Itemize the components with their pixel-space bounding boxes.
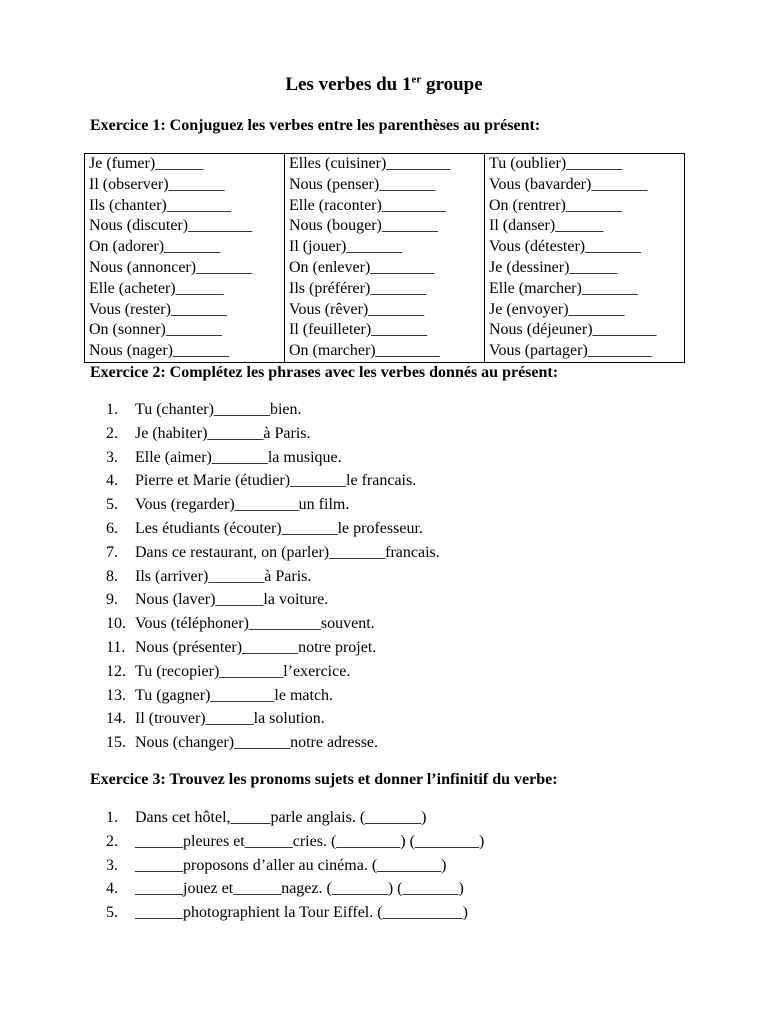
- item-text: Nous (changer)_______notre adresse.: [135, 734, 379, 752]
- item-number: 6.: [106, 519, 118, 537]
- item-text: Dans ce restaurant, on (parler)_______francais.: [135, 543, 440, 561]
- exercise-1-column-3: [485, 154, 685, 363]
- page-title: [0, 74, 768, 96]
- verb-item: Elle (marcher)_______: [489, 279, 638, 297]
- exercise-3-list: [106, 806, 484, 925]
- verb-item: Ils (préférer)_______: [289, 279, 427, 297]
- item-text: Il (trouver)______la solution.: [135, 710, 325, 728]
- item-text: Nous (présenter)_______notre projet.: [135, 638, 377, 656]
- verb-item: Je (envoyer)_______: [489, 300, 625, 318]
- item-text: Nous (laver)______la voiture.: [135, 591, 329, 609]
- item-text: ______proposons d’aller au cinéma. (________): [135, 856, 447, 874]
- title-superscript: er: [411, 73, 422, 86]
- list-item: [106, 422, 440, 446]
- item-text: Tu (gagner)________le match.: [135, 686, 334, 704]
- item-text: ______photographient la Tour Eiffel. (__________): [135, 904, 468, 922]
- list-item: [106, 806, 484, 830]
- verb-item: Nous (bouger)_______: [289, 217, 438, 235]
- list-item: [106, 636, 440, 660]
- verb-item: Vous (rêver)_______: [289, 300, 425, 318]
- title-end: groupe: [421, 74, 483, 95]
- item-number: 4.: [106, 880, 118, 898]
- item-text: Vous (regarder)________un film.: [135, 496, 350, 514]
- item-text: Elle (aimer)_______la musique.: [135, 448, 342, 466]
- item-number: 3.: [106, 448, 118, 466]
- verb-item: Vous (bavarder)_______: [489, 175, 648, 193]
- item-text: Tu (recopier)________l’exercice.: [135, 662, 351, 680]
- verb-item: Il (observer)_______: [89, 175, 225, 193]
- item-number: 2.: [106, 424, 118, 442]
- verb-item: Vous (partager)________: [489, 342, 652, 360]
- item-text: ______pleures et______cries. (________) (________): [135, 832, 485, 850]
- exercise-1-table: [84, 153, 685, 363]
- exercise-1-heading: Exercice 1: Conjuguez les verbes entre les parenthèses au présent:: [90, 117, 541, 134]
- verb-item: Il (feuilleter)_______: [289, 321, 428, 339]
- item-number: 5.: [106, 904, 118, 922]
- verb-item: Elles (cuisiner)________: [289, 155, 451, 172]
- list-item: [106, 565, 440, 589]
- exercise-2-list: [106, 398, 440, 755]
- item-number: 11.: [106, 638, 126, 656]
- verb-item: Nous (annoncer)_______: [89, 258, 253, 276]
- item-number: 1.: [106, 401, 118, 418]
- item-number: 1.: [106, 809, 118, 826]
- verb-item: Nous (discuter)________: [89, 217, 253, 235]
- item-text: Ils (arriver)_______à Paris.: [135, 567, 312, 585]
- item-text: Pierre et Marie (étudier)_______le francais.: [135, 472, 417, 490]
- verb-item: On (adorer)_______: [89, 238, 221, 256]
- list-item: [106, 707, 440, 731]
- verb-item: Ils (chanter)________: [89, 196, 231, 214]
- item-text: Les étudiants (écouter)_______le professeur.: [135, 519, 423, 537]
- exercise-2-heading: Exercice 2: Complétez les phrases avec les verbes donnés au présent:: [90, 364, 559, 381]
- item-number: 3.: [106, 856, 118, 874]
- list-item: [106, 612, 440, 636]
- item-number: 9.: [106, 591, 118, 609]
- verb-item: Nous (nager)_______: [89, 342, 229, 360]
- verb-item: Nous (penser)_______: [289, 175, 436, 193]
- exercise-1-column-2: [285, 154, 485, 363]
- exercise-3-heading: Exercice 3: Trouvez les pronoms sujets et donner l’infinitif du verbe:: [90, 771, 558, 788]
- item-number: 7.: [106, 543, 118, 561]
- list-item: [106, 854, 484, 878]
- item-number: 10.: [106, 615, 126, 633]
- list-item: [106, 398, 440, 422]
- verb-item: Elle (acheter)______: [89, 279, 224, 297]
- item-number: 2.: [106, 832, 118, 850]
- verb-item: Je (fumer)______: [89, 155, 204, 172]
- item-text: Dans cet hôtel,_____parle anglais. (_______): [135, 809, 427, 826]
- verb-item: Je (dessiner)______: [489, 258, 618, 276]
- list-item: [106, 446, 440, 470]
- title-main: Les verbes du 1: [285, 74, 412, 95]
- item-text: Vous (téléphoner)_________souvent.: [135, 615, 375, 633]
- item-number: 12.: [106, 662, 126, 680]
- verb-item: On (sonner)_______: [89, 321, 222, 339]
- list-item: [106, 684, 440, 708]
- verb-item: Vous (détester)_______: [489, 238, 642, 256]
- verb-item: On (marcher)________: [289, 342, 440, 360]
- item-number: 13.: [106, 686, 126, 704]
- verb-item: Il (danser)______: [489, 217, 604, 235]
- list-item: [106, 660, 440, 684]
- item-number: 8.: [106, 567, 118, 585]
- item-number: 5.: [106, 496, 118, 514]
- list-item: [106, 493, 440, 517]
- verb-item: Vous (rester)_______: [89, 300, 227, 318]
- item-number: 15.: [106, 734, 126, 752]
- verb-item: Elle (raconter)________: [289, 196, 446, 214]
- item-text: ______jouez et______nagez. (_______) (_______): [135, 880, 464, 898]
- verb-item: Tu (oublier)_______: [489, 155, 623, 172]
- list-item: [106, 541, 440, 565]
- exercise-1-column-1: [85, 154, 285, 363]
- item-number: 4.: [106, 472, 118, 490]
- list-item: [106, 588, 440, 612]
- list-item: [106, 517, 440, 541]
- verb-item: On (rentrer)_______: [489, 196, 622, 214]
- item-text: Tu (chanter)_______bien.: [135, 401, 302, 418]
- verb-item: On (enlever)________: [289, 258, 435, 276]
- verb-item: Nous (déjeuner)________: [489, 321, 657, 339]
- item-text: Je (habiter)_______à Paris.: [135, 424, 311, 442]
- list-item: [106, 731, 440, 755]
- list-item: [106, 877, 484, 901]
- list-item: [106, 469, 440, 493]
- list-item: [106, 901, 484, 925]
- list-item: [106, 830, 484, 854]
- item-number: 14.: [106, 710, 126, 728]
- verb-item: Il (jouer)_______: [289, 238, 403, 256]
